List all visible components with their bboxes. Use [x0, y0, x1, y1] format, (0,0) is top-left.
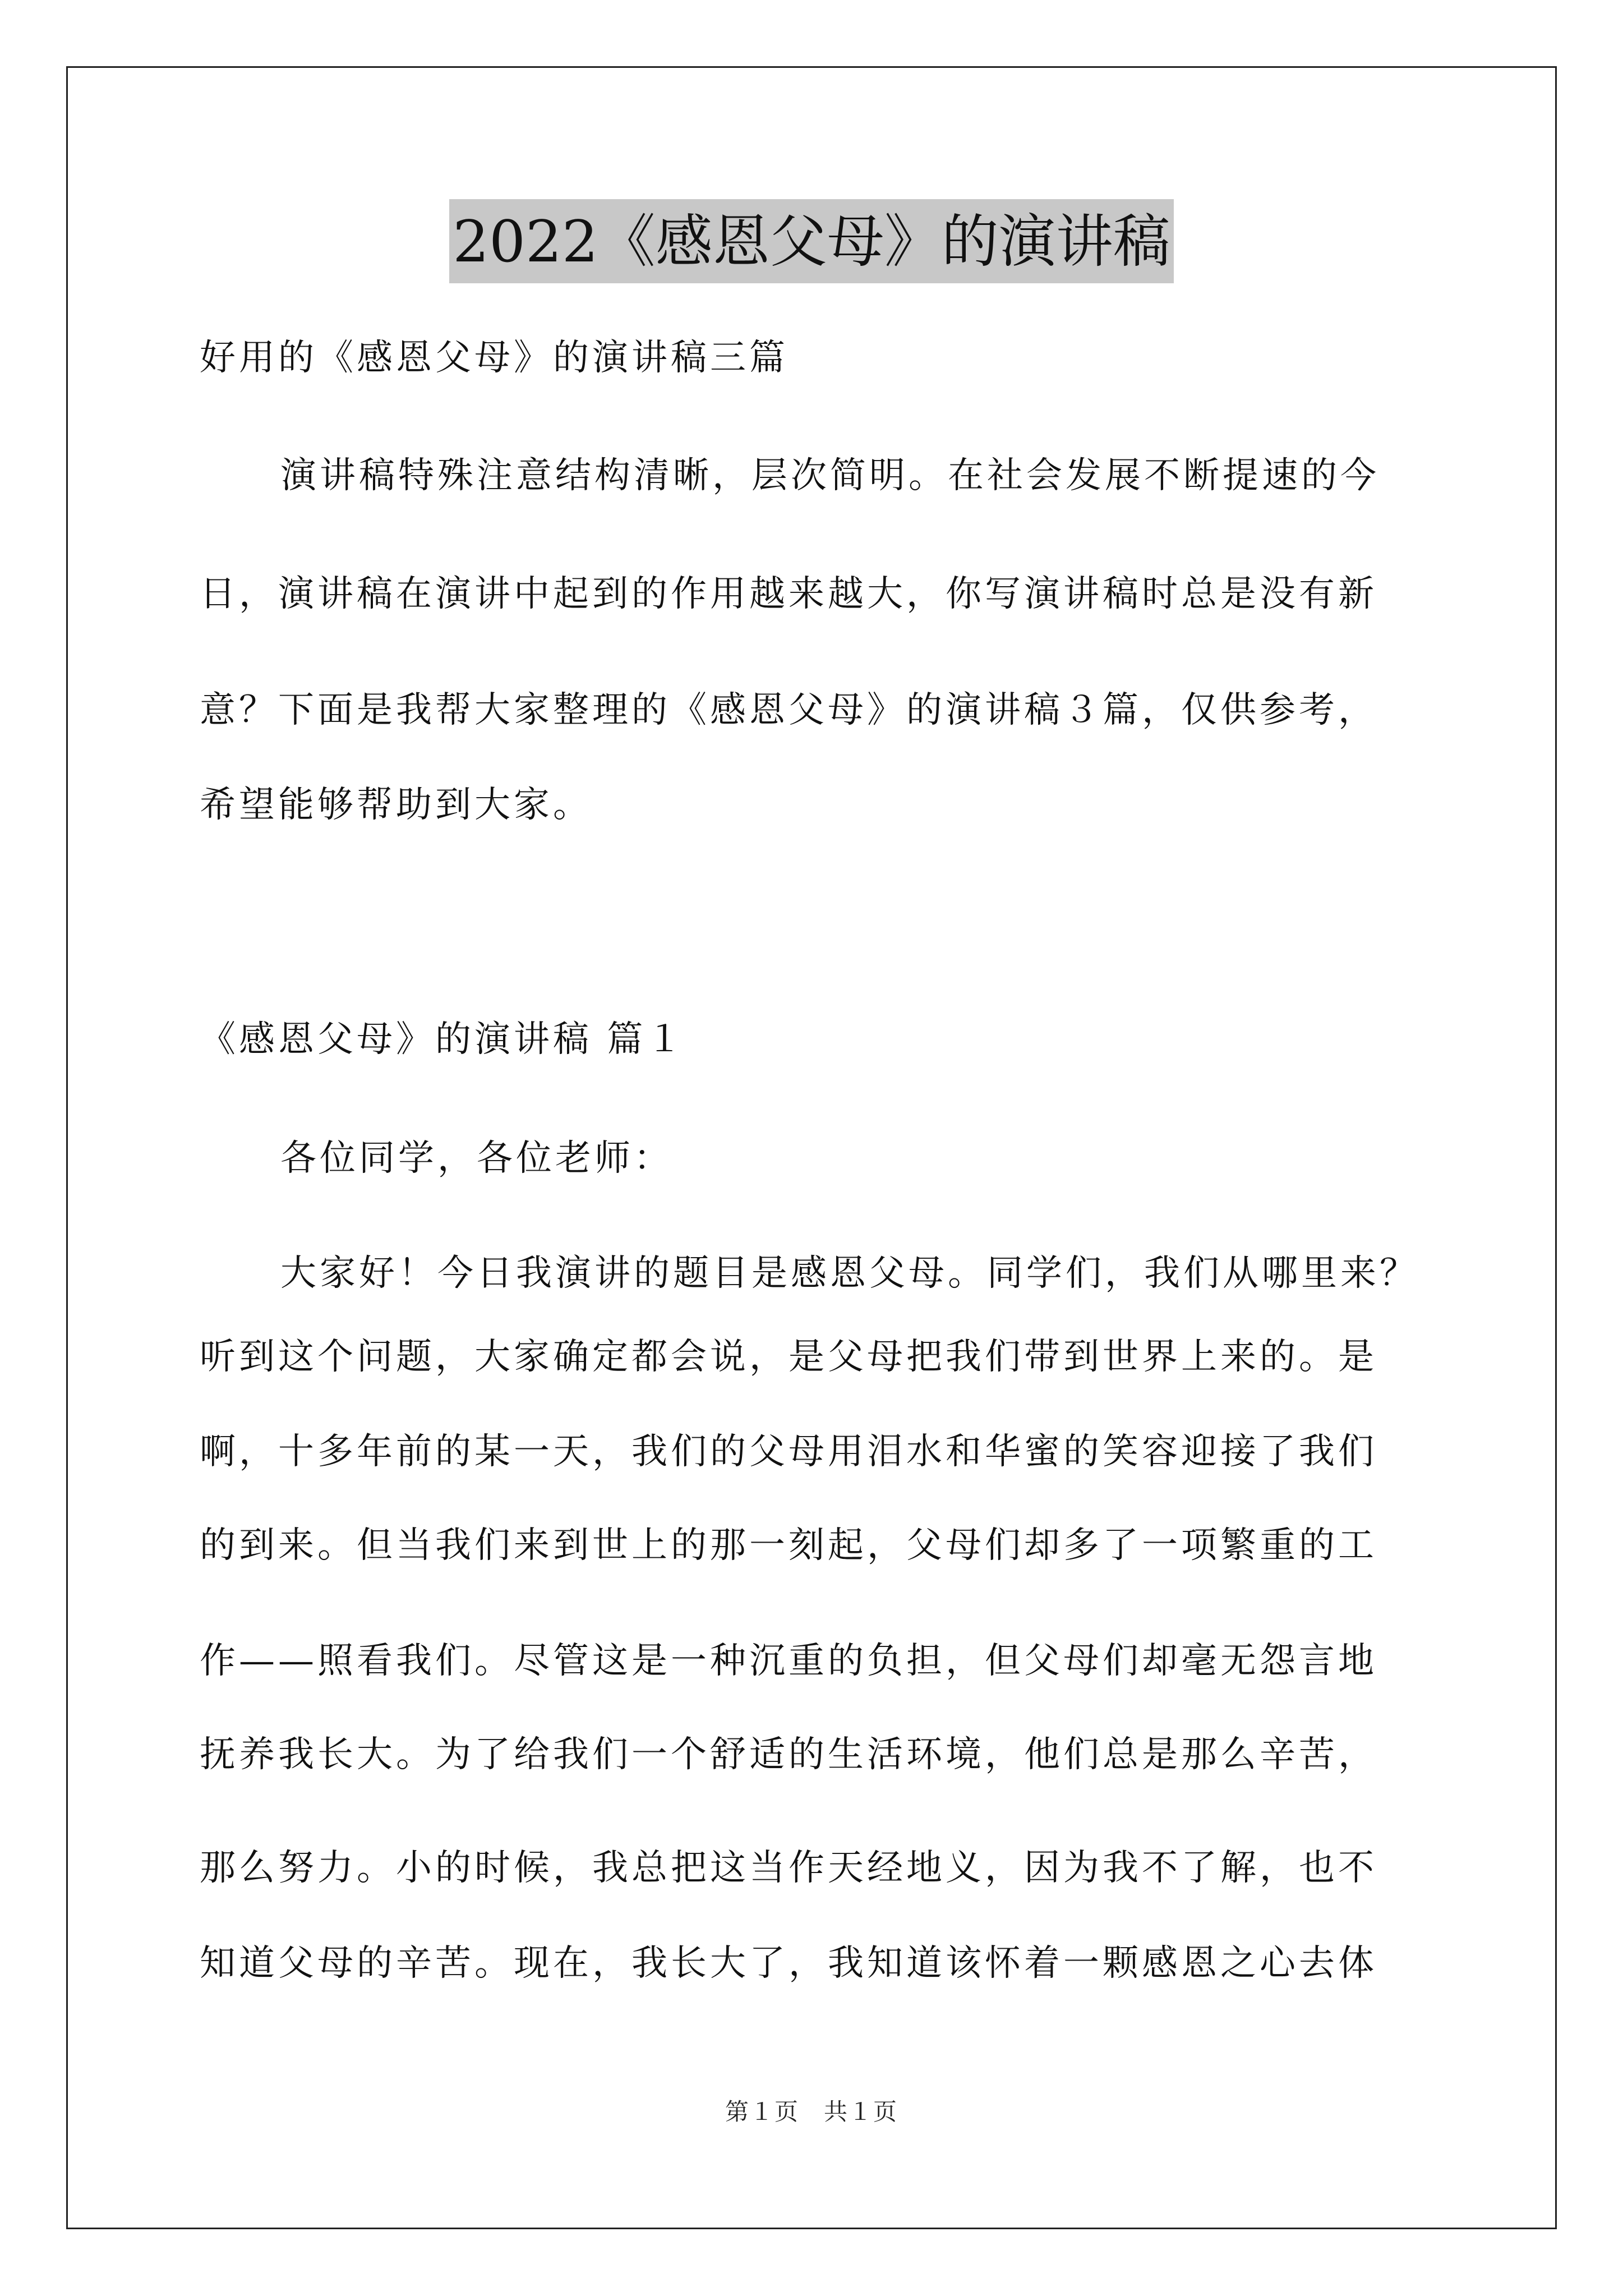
title-container	[0, 199, 1623, 283]
body-line: 知道父母的辛苦。现在，我长大了，我知道该怀着一颗感恩之心去体	[200, 1943, 1377, 1984]
body-line: 啊，十多年前的某一天，我们的父母用泪水和华蜜的笑容迎接了我们	[200, 1431, 1377, 1473]
body-line: 的到来。但当我们来到世上的那一刻起，父母们却多了一项繁重的工	[200, 1525, 1377, 1566]
intro-line: 演讲稿特殊注意结构清晰，层次简明。在社会发展不断提速的今	[280, 455, 1380, 496]
intro-line: 希望能够帮助到大家。	[200, 784, 592, 826]
intro-line: 意？下面是我帮大家整理的《感恩父母》的演讲稿３篇，仅供参考，	[200, 689, 1377, 731]
body-line: 大家好！今日我演讲的题目是感恩父母。同学们，我们从哪里来？	[280, 1253, 1419, 1294]
body-line: 那么努力。小的时候，我总把这当作天经地义，因为我不了解，也不	[200, 1847, 1377, 1889]
body-line: 抚养我长大。为了给我们一个舒适的生活环境，他们总是那么辛苦，	[200, 1734, 1377, 1775]
body-line: 听到这个问题，大家确定都会说，是父母把我们带到世界上来的。是	[200, 1336, 1377, 1378]
body-line: 作——照看我们。尽管这是一种沉重的负担，但父母们却毫无怨言地	[200, 1640, 1377, 1682]
intro-line: 日，演讲稿在演讲中起到的作用越来越大，你写演讲稿时总是没有新	[200, 573, 1377, 615]
greeting-line: 各位同学，各位老师：	[280, 1138, 673, 1179]
page-footer: 第１页 共１页	[725, 2098, 898, 2125]
document-title: 2022《感恩父母》的演讲稿	[449, 199, 1174, 283]
section-heading: 《感恩父母》的演讲稿 篇１	[200, 1019, 686, 1060]
document-subtitle: 好用的《感恩父母》的演讲稿三篇	[200, 337, 789, 379]
